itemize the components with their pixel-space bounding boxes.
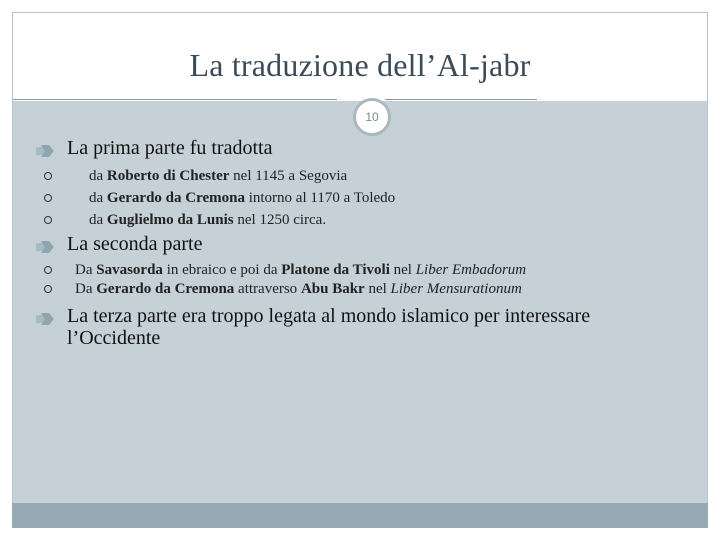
sub-1-2-post: intorno al 1170 a Toledo: [244, 190, 396, 206]
sub-2-1-mid2: nel: [389, 262, 416, 278]
sub-2-1-bold: Savasorda: [96, 262, 163, 278]
ring-bullet-icon: [44, 285, 52, 293]
slide-frame: [12, 12, 708, 528]
ring-bullet-icon: [44, 216, 52, 224]
ring-bullet-icon: [44, 172, 52, 180]
bullet-3-line-2: l’Occidente: [67, 327, 161, 349]
slide-number: 10: [365, 110, 379, 124]
bullet-2-text: La seconda parte: [67, 233, 203, 255]
sub-2-1-bold2: Platone da Tivoli: [281, 262, 390, 278]
divider-left: [13, 99, 337, 100]
sub-1-3-post: nel 1250 circa.: [233, 212, 327, 228]
sub-2-1-pre: Da: [75, 262, 97, 278]
sub-1-2-bold: Gerardo da Cremona: [106, 190, 245, 206]
sub-2-2-italic: Liber Mensurationum: [390, 281, 522, 297]
slide-title: La traduzione dell’Al-jabr: [189, 47, 531, 83]
ring-bullet-icon: [44, 194, 52, 202]
sub-2-2-bold: Gerardo da Cremona: [96, 281, 235, 297]
sub-1-1-post: nel 1145 a Segovia: [229, 168, 348, 184]
sub-1-3-pre: da: [89, 212, 107, 228]
sub-1-3-bold: Guglielmo da Lunis: [106, 212, 234, 228]
sub-1-2-pre: da: [89, 190, 107, 206]
sub-1-1-text: [89, 167, 347, 185]
bullet-icon: [35, 309, 57, 331]
sub-2-2-text: [75, 280, 522, 298]
ring-bullet-icon: [44, 266, 52, 274]
sub-2-2-bold2: Abu Bakr: [300, 281, 365, 297]
title-area: [13, 13, 707, 101]
bullet-icon: [35, 141, 57, 163]
sub-1-2-text: [89, 189, 395, 207]
sub-1-1-pre: da: [89, 168, 107, 184]
footer-bar: [12, 503, 708, 528]
sub-2-2-mid2: nel: [364, 281, 391, 297]
bullet-3-line-1: La terza parte era troppo legata al mondo islamico per interessare: [67, 305, 591, 327]
divider-right: [385, 99, 537, 100]
sub-2-2-mid: attraverso: [234, 281, 301, 297]
sub-2-1-italic: Liber Embadorum: [415, 262, 527, 278]
sub-2-1-text: [75, 261, 526, 279]
sub-1-3-text: [89, 211, 326, 229]
bullet-3-text: [67, 305, 667, 349]
bullet-1-text: La prima parte fu tradotta: [67, 137, 273, 159]
sub-1-1-bold: Roberto di Chester: [106, 168, 230, 184]
slide-number-badge: [353, 98, 391, 136]
bullet-icon: [35, 237, 57, 259]
sub-2-1-mid: in ebraico e poi da: [162, 262, 282, 278]
sub-2-2-pre: Da: [75, 281, 97, 297]
